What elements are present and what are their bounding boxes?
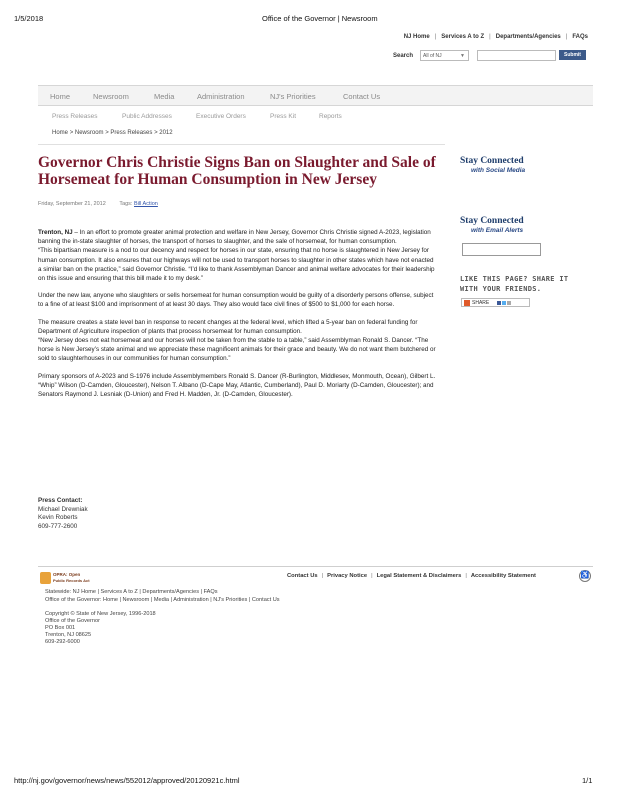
main-nav: [38, 85, 593, 106]
search-submit-button[interactable]: Submit: [559, 50, 586, 60]
paragraph: Under the new law, anyone who slaughters or sells horsemeat for human consumption would be guilty of a disorderly persons offense, subject to a fine of at least $100 and imprisonment of at least 30 days. They also would face civil fines of $500 to $1,000 for each horse.: [38, 292, 434, 309]
email-alert-input[interactable]: [462, 243, 541, 256]
share-button[interactable]: [461, 298, 530, 307]
email-subheading: with Email Alerts: [471, 227, 524, 234]
nav-home[interactable]: Home: [50, 92, 71, 101]
breadcrumb-home[interactable]: Home: [52, 130, 69, 136]
governor-quote: “This bipartisan measure is a nod to our decency and respect for horses in our state, ensuring that no horse is slaughtered in New Jersey for human consumption. It also ensures that our highways will not be used to transport horses to slaughter in other states which have not enacted a similar ban on the practice,” said Governor Christie. “I’d like to thank Assemblyman Dancer and animal welfare advocates for their leadership on this issue and ensuring that this bill made it to my desk.”: [38, 247, 435, 283]
footer-accessibility-link[interactable]: Accessibility Statement: [470, 573, 536, 579]
press-contact: [38, 497, 88, 531]
top-nav-faqs[interactable]: FAQs: [572, 34, 588, 40]
print-title: Office of the Governor | Newsroom: [262, 14, 378, 23]
article-title: Governor Chris Christie Signs Ban on Slaughter and Sale of Horsemeat for Human Consumption in New Jersey: [38, 154, 436, 188]
print-url: http://nj.gov/governor/news/news/552012/approved/20120921c.html: [14, 776, 240, 785]
article-body: [38, 228, 438, 407]
footer-links: Contact Us | Privacy Notice | Legal Statement & Disclaimers | Accessibility Statement: [287, 573, 536, 579]
email-heading: Stay Connected: [460, 216, 524, 226]
tags-label: Tags:: [119, 201, 133, 207]
search-bar: [393, 50, 593, 63]
paragraph: Trenton, NJ – In an effort to promote greater animal protection and welfare in New Jersey, Governor Chris Christie signed A-2023, legislation banning the in-state slaughter of horses, the transport of horses to slaughter, and the sale of horsemeat, for human consumption. “This bipartisan measure is a nod to our decency and respect for horses in our state, ensuring that no horse is slaughtered in New Jersey for human consumption. It also ensures that our highways will not be used to transport horses to slaughter in other states which have not enacted a similar ban on the practice,” said Governor Christie. “I’d like to thank Assemblyman Dancer and animal welfare advocates for their leadership on this issue and ensuring that this bill made it to my desk.”: [38, 229, 435, 283]
subnav-press-kit[interactable]: Press Kit: [270, 113, 297, 120]
print-date: 1/5/2018: [14, 14, 44, 23]
dateline: Trenton, NJ: [38, 229, 73, 236]
breadcrumb-newsroom[interactable]: > Newsroom: [69, 130, 104, 136]
social-subheading[interactable]: with Social Media: [471, 167, 526, 174]
footer-address: Office of the Governor: [45, 618, 100, 624]
top-nav-departments[interactable]: Departments/Agencies: [495, 34, 561, 40]
search-scope-value: All of NJ: [423, 53, 442, 59]
subnav-reports[interactable]: Reports: [319, 113, 342, 120]
footer-office-links[interactable]: Office of the Governor: Home | Newsroom | Media | Administration | NJ's Priorities | Contact Us: [45, 597, 280, 603]
share-label: SHARE: [472, 300, 490, 306]
twitter-icon: [502, 301, 506, 305]
footer-phone: 609-292-6000: [45, 639, 80, 645]
footer-legal-link[interactable]: Legal Statement & Disclaimers: [376, 573, 462, 579]
share-prompt: LIKE THIS PAGE? SHARE IT WITH YOUR FRIENDS.: [460, 275, 569, 293]
press-contact-name: Michael Drewniak: [38, 505, 88, 513]
top-nav-nj-home[interactable]: NJ Home: [403, 34, 430, 40]
search-scope-select[interactable]: [420, 50, 469, 61]
tag-link[interactable]: Bill Action: [134, 201, 158, 207]
article-meta: [38, 201, 158, 207]
footer-divider: [38, 566, 593, 567]
paragraph: The measure creates a state level ban in response to recent changes at the federal level, which lifted a 5-year ban on federal funding for Department of Agriculture inspection of plants that process horsemeat for human consumption. “New Jersey does not eat horsemeat and our horses will not be taken from the stable to a table,” said Assemblyman Ronald S. Dancer. “The horse is New Jersey’s state animal and we appreciate these magnificent animals for their grace and beauty. We do not want them butchered or sold to slaughterhouses in our communities for human consumption.”: [38, 318, 436, 363]
search-input[interactable]: [477, 50, 556, 61]
footer-statewide-links[interactable]: Statewide: NJ Home | Services A to Z | Departments/Agencies | FAQs: [45, 589, 218, 595]
accessibility-icon[interactable]: ♿: [579, 570, 591, 582]
social-heading: Stay Connected: [460, 156, 524, 166]
footer-copyright: Copyright © State of New Jersey, 1996-2018: [45, 611, 156, 617]
nav-newsroom[interactable]: Newsroom: [93, 92, 129, 101]
press-contact-phone: 609-777-2600: [38, 522, 78, 530]
press-contact-heading: Press Contact:: [38, 497, 83, 504]
opra-logo[interactable]: OPRA: Open Public Records Act: [40, 572, 84, 585]
opra-logo-mark: [40, 572, 51, 584]
chevron-down-icon: ▼: [460, 53, 465, 59]
paragraph: Primary sponsors of A-2023 and S-1976 include Assemblymembers Ronald S. Dancer (R-Burlington, Middlesex, Monmouth, Ocean), Gilbert L. “Whip” Wilson (D-Camden, Gloucester), Nelson T. Albano (D-Cape May, Atlantic, Cumberland), Paul D. Moriarty (D-Camden, Gloucester); and Senators Raymond J. Lesniak (D-Union) and Fred H. Madden, Jr. (D-Camden, Gloucester).: [38, 372, 436, 399]
nav-contact[interactable]: Contact Us: [343, 92, 381, 101]
press-contact-name: Kevin Roberts: [38, 514, 78, 521]
breadcrumb: [52, 130, 173, 136]
nav-priorities[interactable]: NJ's Priorities: [270, 92, 316, 101]
search-label: Search: [393, 53, 414, 59]
article-date: Friday, September 21, 2012: [38, 201, 106, 207]
top-nav: NJ Home | Services A to Z | Departments/Agencies | FAQs: [403, 34, 588, 40]
breadcrumb-press-releases[interactable]: > Press Releases: [105, 130, 153, 136]
top-nav-services[interactable]: Services A to Z: [441, 34, 485, 40]
subnav-executive-orders[interactable]: Executive Orders: [196, 113, 246, 120]
footer-contact-link[interactable]: Contact Us: [287, 573, 318, 579]
print-page: 1/1: [582, 776, 593, 785]
breadcrumb-year[interactable]: > 2012: [154, 130, 173, 136]
footer-address: PO Box 001: [45, 625, 76, 631]
subnav-press-releases[interactable]: Press Releases: [52, 113, 98, 120]
assemblyman-quote: “New Jersey does not eat horsemeat and our horses will not be taken from the stable to a table,” said Assemblyman Ronald S. Dancer. “The horse is New Jersey’s state animal and we appreciate these magnificent animals for their grace and beauty. We do not want them butchered or sold to slaughterhouses in our communities for human consumption.”: [38, 337, 436, 363]
nav-media[interactable]: Media: [154, 92, 175, 101]
facebook-icon: [497, 301, 501, 305]
divider: [38, 144, 445, 145]
subnav-public-addresses[interactable]: Public Addresses: [122, 113, 172, 120]
email-icon: [507, 301, 511, 305]
footer-address: Trenton, NJ 08625: [45, 632, 92, 638]
footer-privacy-link[interactable]: Privacy Notice: [327, 573, 368, 579]
share-icon: [464, 300, 470, 306]
nav-administration[interactable]: Administration: [197, 92, 245, 101]
